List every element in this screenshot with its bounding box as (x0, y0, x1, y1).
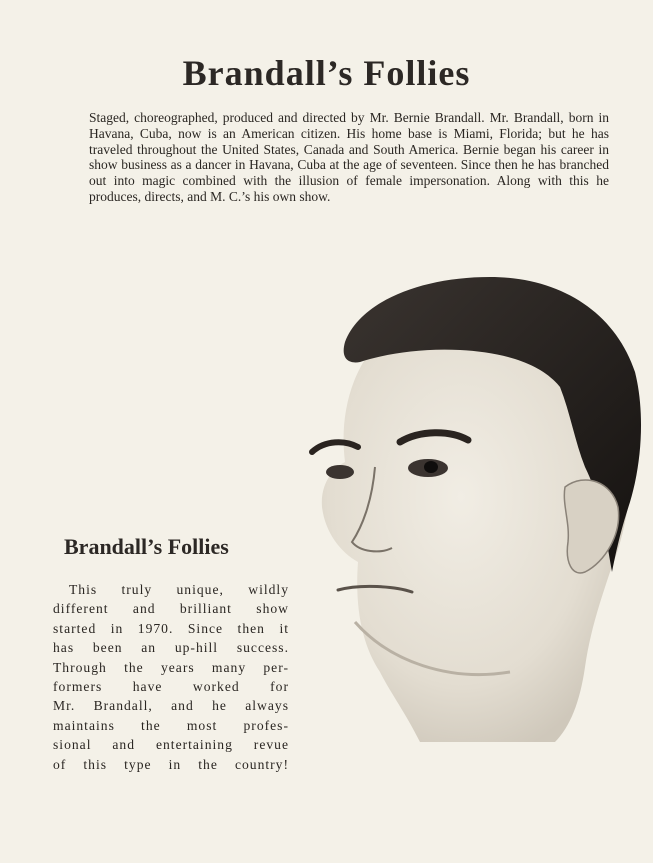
side-line: different and brilliant show (53, 601, 289, 617)
side-line: started in 1970. Since then it (53, 620, 289, 636)
side-line: This truly unique, wildly (69, 582, 289, 597)
intro-text: Staged, choreographed, produced and directed by Mr. Bernie Brandall. Mr. Brandall, born in Havana, Cuba, now is an American citizen. His home base is Miami, Florida; but he has traveled throughout the United States, Canada and South America. Bernie began his career in show business as a dancer in Havana, Cuba at the age of seventeen. Since then he has branched out into magic combined with the illusion of female impersonation. Along with this he produces, directs, and M. C.’s his own show. (89, 110, 609, 204)
side-line: maintains the most profes- (53, 717, 289, 733)
portrait-photo-icon (300, 272, 645, 742)
side-line: Through the years many per- (53, 659, 289, 675)
side-line: has been an up-hill success. (53, 640, 289, 656)
side-line: Mr. Brandall, and he always (53, 698, 289, 714)
intro-paragraph (89, 110, 609, 205)
page-title: Brandall’s Follies (182, 53, 471, 93)
side-line: of this type in the country! (53, 756, 289, 772)
side-line: sional and entertaining revue (53, 737, 289, 753)
section-subtitle: Brandall’s Follies (64, 534, 229, 559)
side-line: formers have worked for (53, 679, 289, 695)
side-paragraph (53, 580, 289, 774)
